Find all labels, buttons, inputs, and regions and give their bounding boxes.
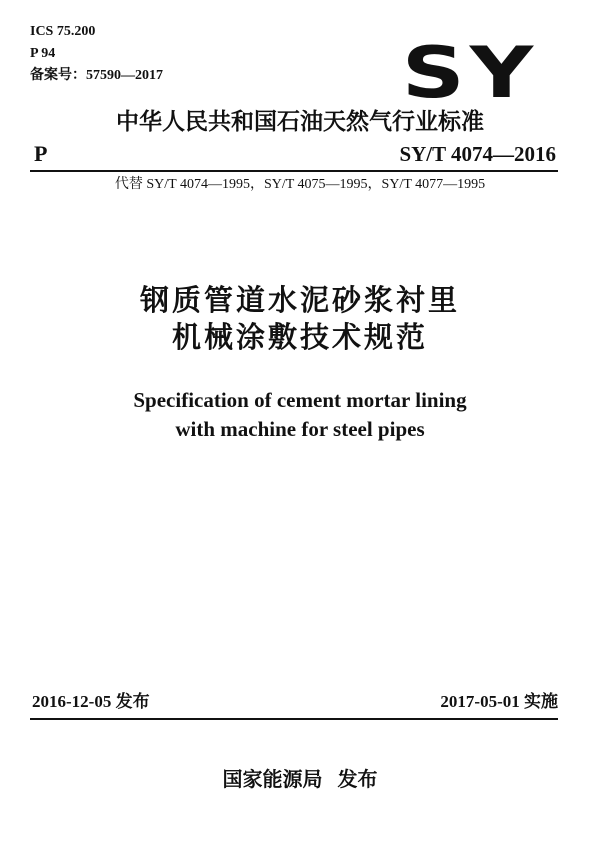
header-divider	[30, 170, 558, 172]
ics-code: ICS 75.200	[30, 24, 96, 39]
sy-logo: SY	[401, 32, 538, 114]
ccs-code: P 94	[30, 46, 56, 61]
title-en-line2: with machine for steel pipes	[175, 417, 425, 441]
issue-date: 2016-12-05 发布	[32, 692, 150, 711]
title-zh-line2: 机械涂敷技术规范	[171, 320, 428, 354]
publisher: 国家能源局 发布	[222, 767, 378, 791]
standard-organization: 中华人民共和国石油天然气行业标准	[116, 109, 484, 135]
filing-number: 备案号：57590—2017	[30, 68, 163, 83]
effective-date: 2017-05-01 实施	[440, 692, 558, 711]
standard-number: SY/T 4074—2016	[399, 142, 556, 166]
replaces-note: 代替 SY/T 4074—1995，SY/T 4075—1995，SY/T 4077—1995	[114, 177, 486, 192]
footer-divider	[30, 718, 558, 720]
classification-letter: P	[34, 141, 48, 166]
title-zh-line1: 钢质管道水泥砂浆衬里	[139, 283, 460, 317]
title-en-line1: Specification of cement mortar lining	[133, 388, 467, 412]
